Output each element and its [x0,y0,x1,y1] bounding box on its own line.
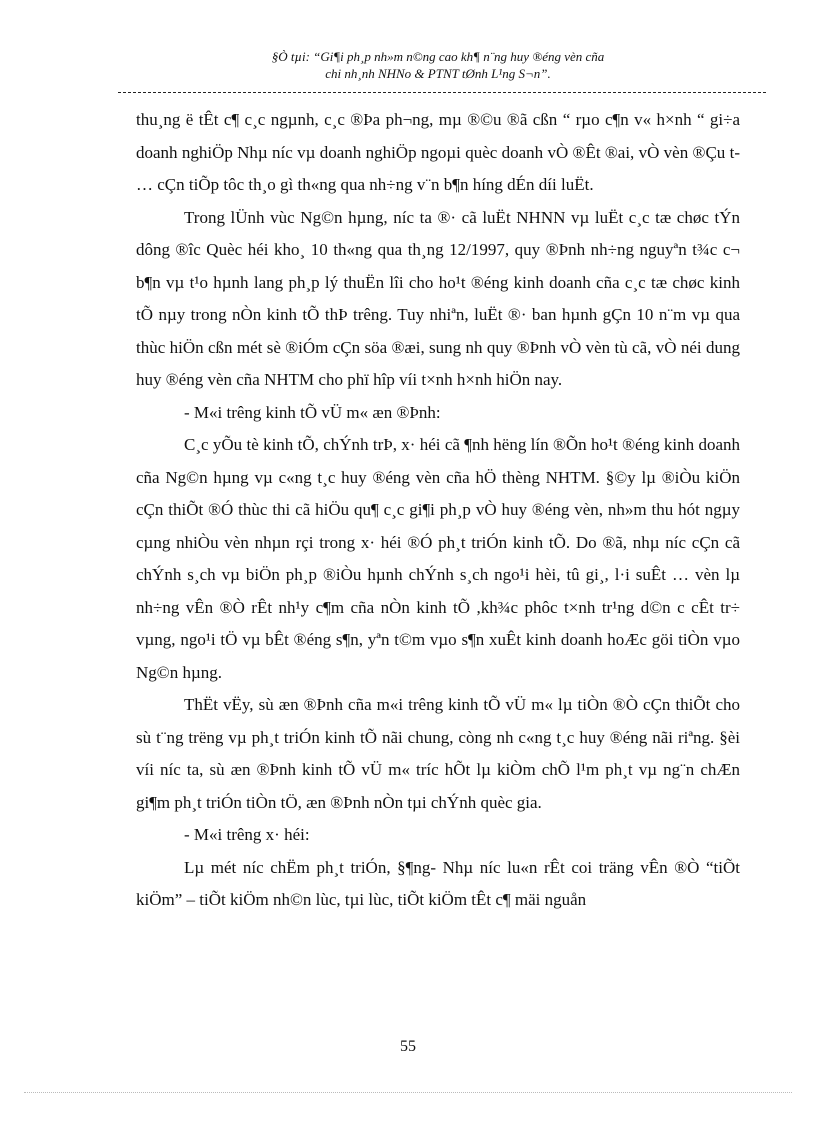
header-divider [118,92,766,93]
document-body [136,104,740,917]
paragraph: Lµ mét níc chËm ph¸t triÓn, §¶ng- Nhµ níc lu«n rÊt coi träng vÊn ®Ò “tiÕt kiÖm” – tiÕt kiÖm nh©n lùc, tµi lùc, tiÕt kiÖm tÊt c¶ mäi nguån [136,857,740,909]
paragraph: C¸c yÕu tè kinh tÕ, chÝnh trÞ, x· héi cã ¶nh hëng lín ®Õn ho¹t ®éng kinh doanh cña Ng©n hµng vµ c«ng t¸c huy ®éng vèn cña hÖ thèng NHTM. §©y lµ ®iÒu kiÖn cÇn thiÕt ®Ó thùc thi cã hiÖu qu¶ c¸c gi¶i ph¸p vÒ huy ®éng vèn, nh»m thu hót ngµy cµng nhiÒu vèn nhµn rçi trong x· héi ®Ó ph¸t triÓn kinh tÕ. Do ®ã, nhµ níc cÇn cã chÝnh s¸ch vµ biÖn ph¸p ®iÒu hµnh chÝnh s¸ch ngo¹i hèi, tû gi¸, l·i suÊt … vèn lµ nh÷ng vÊn ®Ò rÊt nh¹y c¶m cña nÒn kinh tÕ ,kh¾c phôc t×nh tr¹ng d©n c cÊt tr÷ vµng, ngo¹i tÖ vµ bÊt ®éng s¶n, yªn t©m vµo s¶n xuÊt kinh doanh hoÆc göi tiÒn vµo Ng©n hµng. [136,435,740,682]
page-number: 55 [400,1038,416,1055]
paragraph: thu¸ng ë tÊt c¶ c¸c ngµnh, c¸c ®Þa ph¬ng, mµ ®©u ®ã cßn “ rµo c¶n v« h×nh “ gi÷a doanh nghiÖp Nhµ níc vµ doanh nghiÖp ngoµi quèc doanh vÒ ®Êt ®ai, vÒ vèn ®Çu t … cÇn tiÕp tôc th¸o gì th«ng qua nh÷ng v¨n b¶n híng dÉn díi luËt. [136,110,740,194]
section-heading: - M«i trêng x· héi: [184,825,310,844]
running-header [120,48,756,82]
header-line-2: chi nh¸nh NHNo & PTNT tØnh L¹ng S¬n”. [325,66,551,81]
paragraph: Trong lÜnh vùc Ng©n hµng, níc ta ®· cã luËt NHNN vµ luËt c¸c tæ chøc tÝn dông ®îc Quèc héi kho¸ 10 th«ng qua th¸ng 12/1997, quy ®Þnh nh÷ng nguyªn t¾c c¬ b¶n vµ t¹o hµnh lang ph¸p lý thuËn lîi cho ho¹t ®éng kinh doanh cña c¸c tæ chøc kinh tÕ nµy trong nÒn kinh tÕ thÞ trêng. Tuy nhiªn, luËt ®· ban hµnh gÇn 10 n¨m vµ qua thùc hiÖn cßn mét sè ®iÓm cÇn söa ®æi, sung nh quy ®Þnh vÒ vèn tù cã, vÒ néi dung huy ®éng vèn cña NHTM cho phï hîp víi t×nh h×nh hiÖn nay. [136,207,740,389]
paragraph: ThËt vËy, sù æn ®Þnh cña m«i trêng kinh tÕ vÜ m« lµ tiÒn ®Ò cÇn thiÕt cho sù t¨ng trëng vµ ph¸t triÓn kinh tÕ nãi chung, còng nh c«ng t¸c huy ®éng nãi riªng. §èi víi níc ta, sù æn ®Þnh kinh tÕ vÜ m« tríc hÕt lµ kiÒm chÕ l¹m ph¸t vµ ng¨n chÆn gi¶m ph¸t triÓn tiÒn tÖ, æn ®Þnh nÒn tµi chÝnh quèc gia. [136,695,740,812]
section-heading: - M«i trêng kinh tÕ vÜ m« æn ®Þnh: [184,402,441,422]
header-line-1: §Ò tµi: “Gi¶i ph¸p nh»m n©ng cao kh¶ n¨ng huy ®éng vèn cña [271,49,605,64]
page-bottom-divider [24,1092,792,1093]
